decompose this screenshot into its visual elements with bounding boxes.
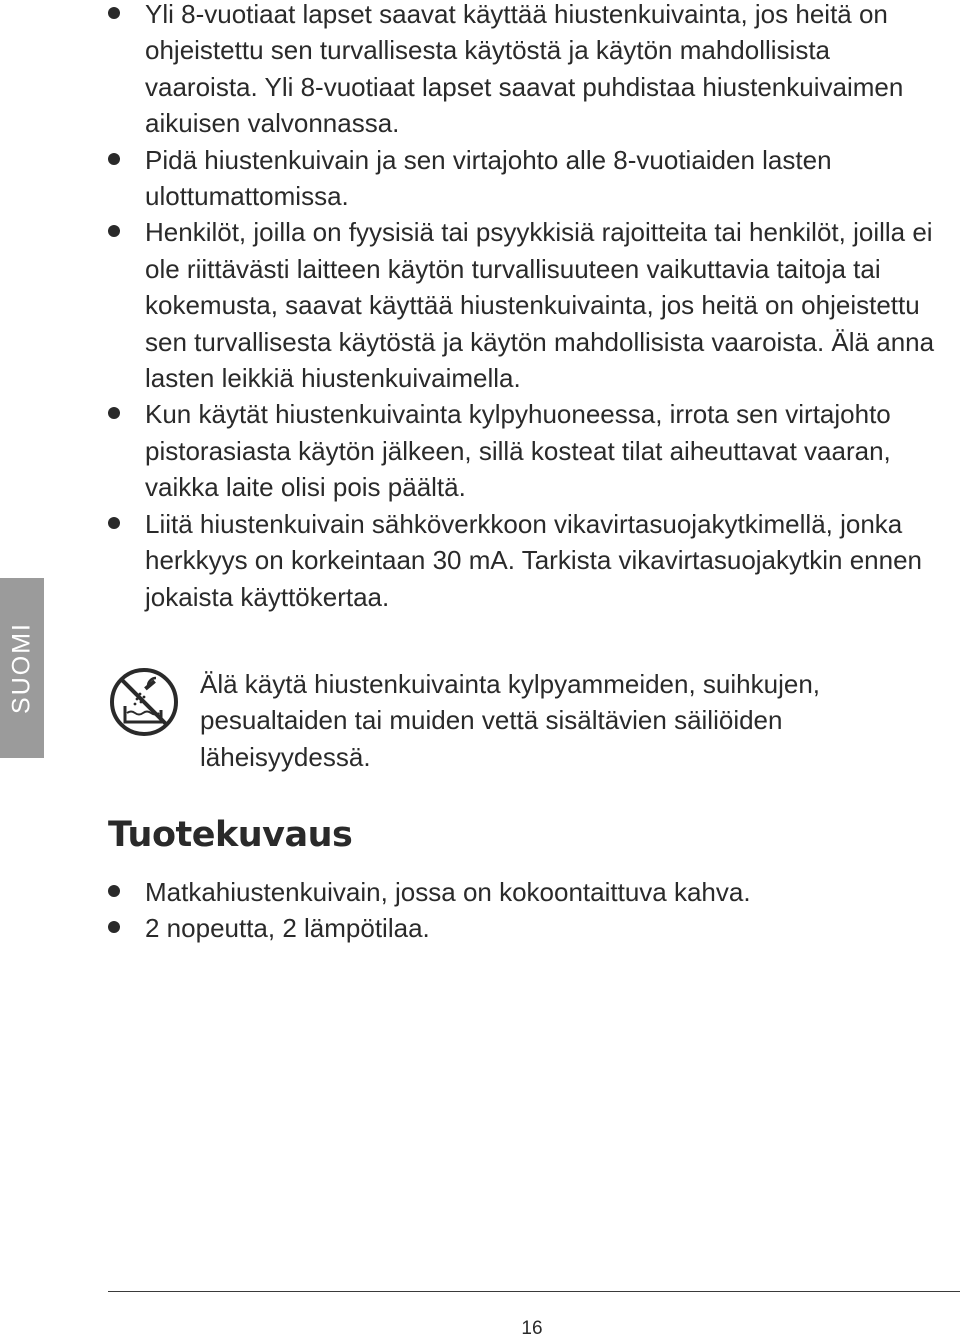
bullet-dot-icon	[108, 407, 120, 419]
bullet-dot-icon	[108, 921, 120, 933]
bullet-dot-icon	[108, 885, 120, 897]
product-bullet-text: 2 nopeutta, 2 lämpötilaa.	[145, 913, 430, 944]
safety-bullet-text: Liitä hiustenkuivain sähköverkkoon vikavirtasuojakytkimellä, jonka herkkyys on korkeintaan 30 mA. Tarkista vikavirtasuojakytkin ennen jokaista käyttökertaa.	[145, 508, 923, 612]
no-water-use-icon	[108, 666, 180, 738]
product-bullet-item	[108, 874, 948, 910]
bullet-dot-icon	[108, 153, 120, 165]
safety-bullet-text: Henkilöt, joilla on fyysisiä tai psyykkisiä rajoitteita tai henkilöt, joilla ei ole riittävästi laitteen käytön turvallisuuteen vaikuttavia taitoja tai kokemusta, saavat käyttää hiustenkuivainta, jos heitä on ohjeistettu sen turvallisesta käytöstä ja käytön mahdollisista vaaroista. Älä anna lasten leikkiä hiustenkuivaimella.	[145, 217, 935, 394]
language-side-tab	[0, 578, 44, 758]
bullet-dot-icon	[108, 517, 120, 529]
safety-bullet-list	[108, 0, 948, 615]
safety-bullet-item	[108, 214, 948, 396]
safety-bullet-item	[108, 396, 948, 505]
product-bullet-list	[108, 874, 948, 947]
product-bullet-text: Matkahiustenkuivain, jossa on kokoontaittuva kahva.	[145, 877, 751, 907]
water-warning-text: Älä käytä hiustenkuivainta kylpyammeiden, suihkujen, pesualtaiden tai muiden vettä sisältävien säiliöiden läheisyydessä.	[200, 669, 821, 772]
safety-bullet-text: Yli 8-vuotiaat lapset saavat käyttää hiustenkuivainta, jos heitä on ohjeistettu sen turvallisesta käytöstä ja käytön mahdollisista vaaroista. Yli 8-vuotiaat lapset saavat puhdistaa hiustenkuivaimen aikuisen valvonnassa.	[145, 0, 904, 139]
safety-bullet-item	[108, 0, 948, 142]
bullet-dot-icon	[108, 225, 120, 237]
bullet-dot-icon	[108, 7, 120, 19]
section-heading: Tuotekuvaus	[108, 815, 353, 855]
safety-bullet-item	[108, 142, 948, 215]
page-number: 16	[521, 1318, 543, 1339]
safety-bullet-text: Kun käytät hiustenkuivainta kylpyhuoneessa, irrota sen virtajohto pistorasiasta käytön jälkeen, sillä kosteat tilat aiheuttavat vaaran, vaikka laite olisi pois päältä.	[145, 399, 891, 503]
safety-bullet-text: Pidä hiustenkuivain ja sen virtajohto alle 8-vuotiaiden lasten ulottumattomissa.	[145, 144, 832, 212]
language-label: SUOMI	[7, 622, 36, 714]
water-warning	[108, 666, 948, 786]
footer-divider	[108, 1291, 960, 1292]
safety-bullet-item	[108, 506, 948, 615]
product-bullet-item	[108, 910, 948, 946]
